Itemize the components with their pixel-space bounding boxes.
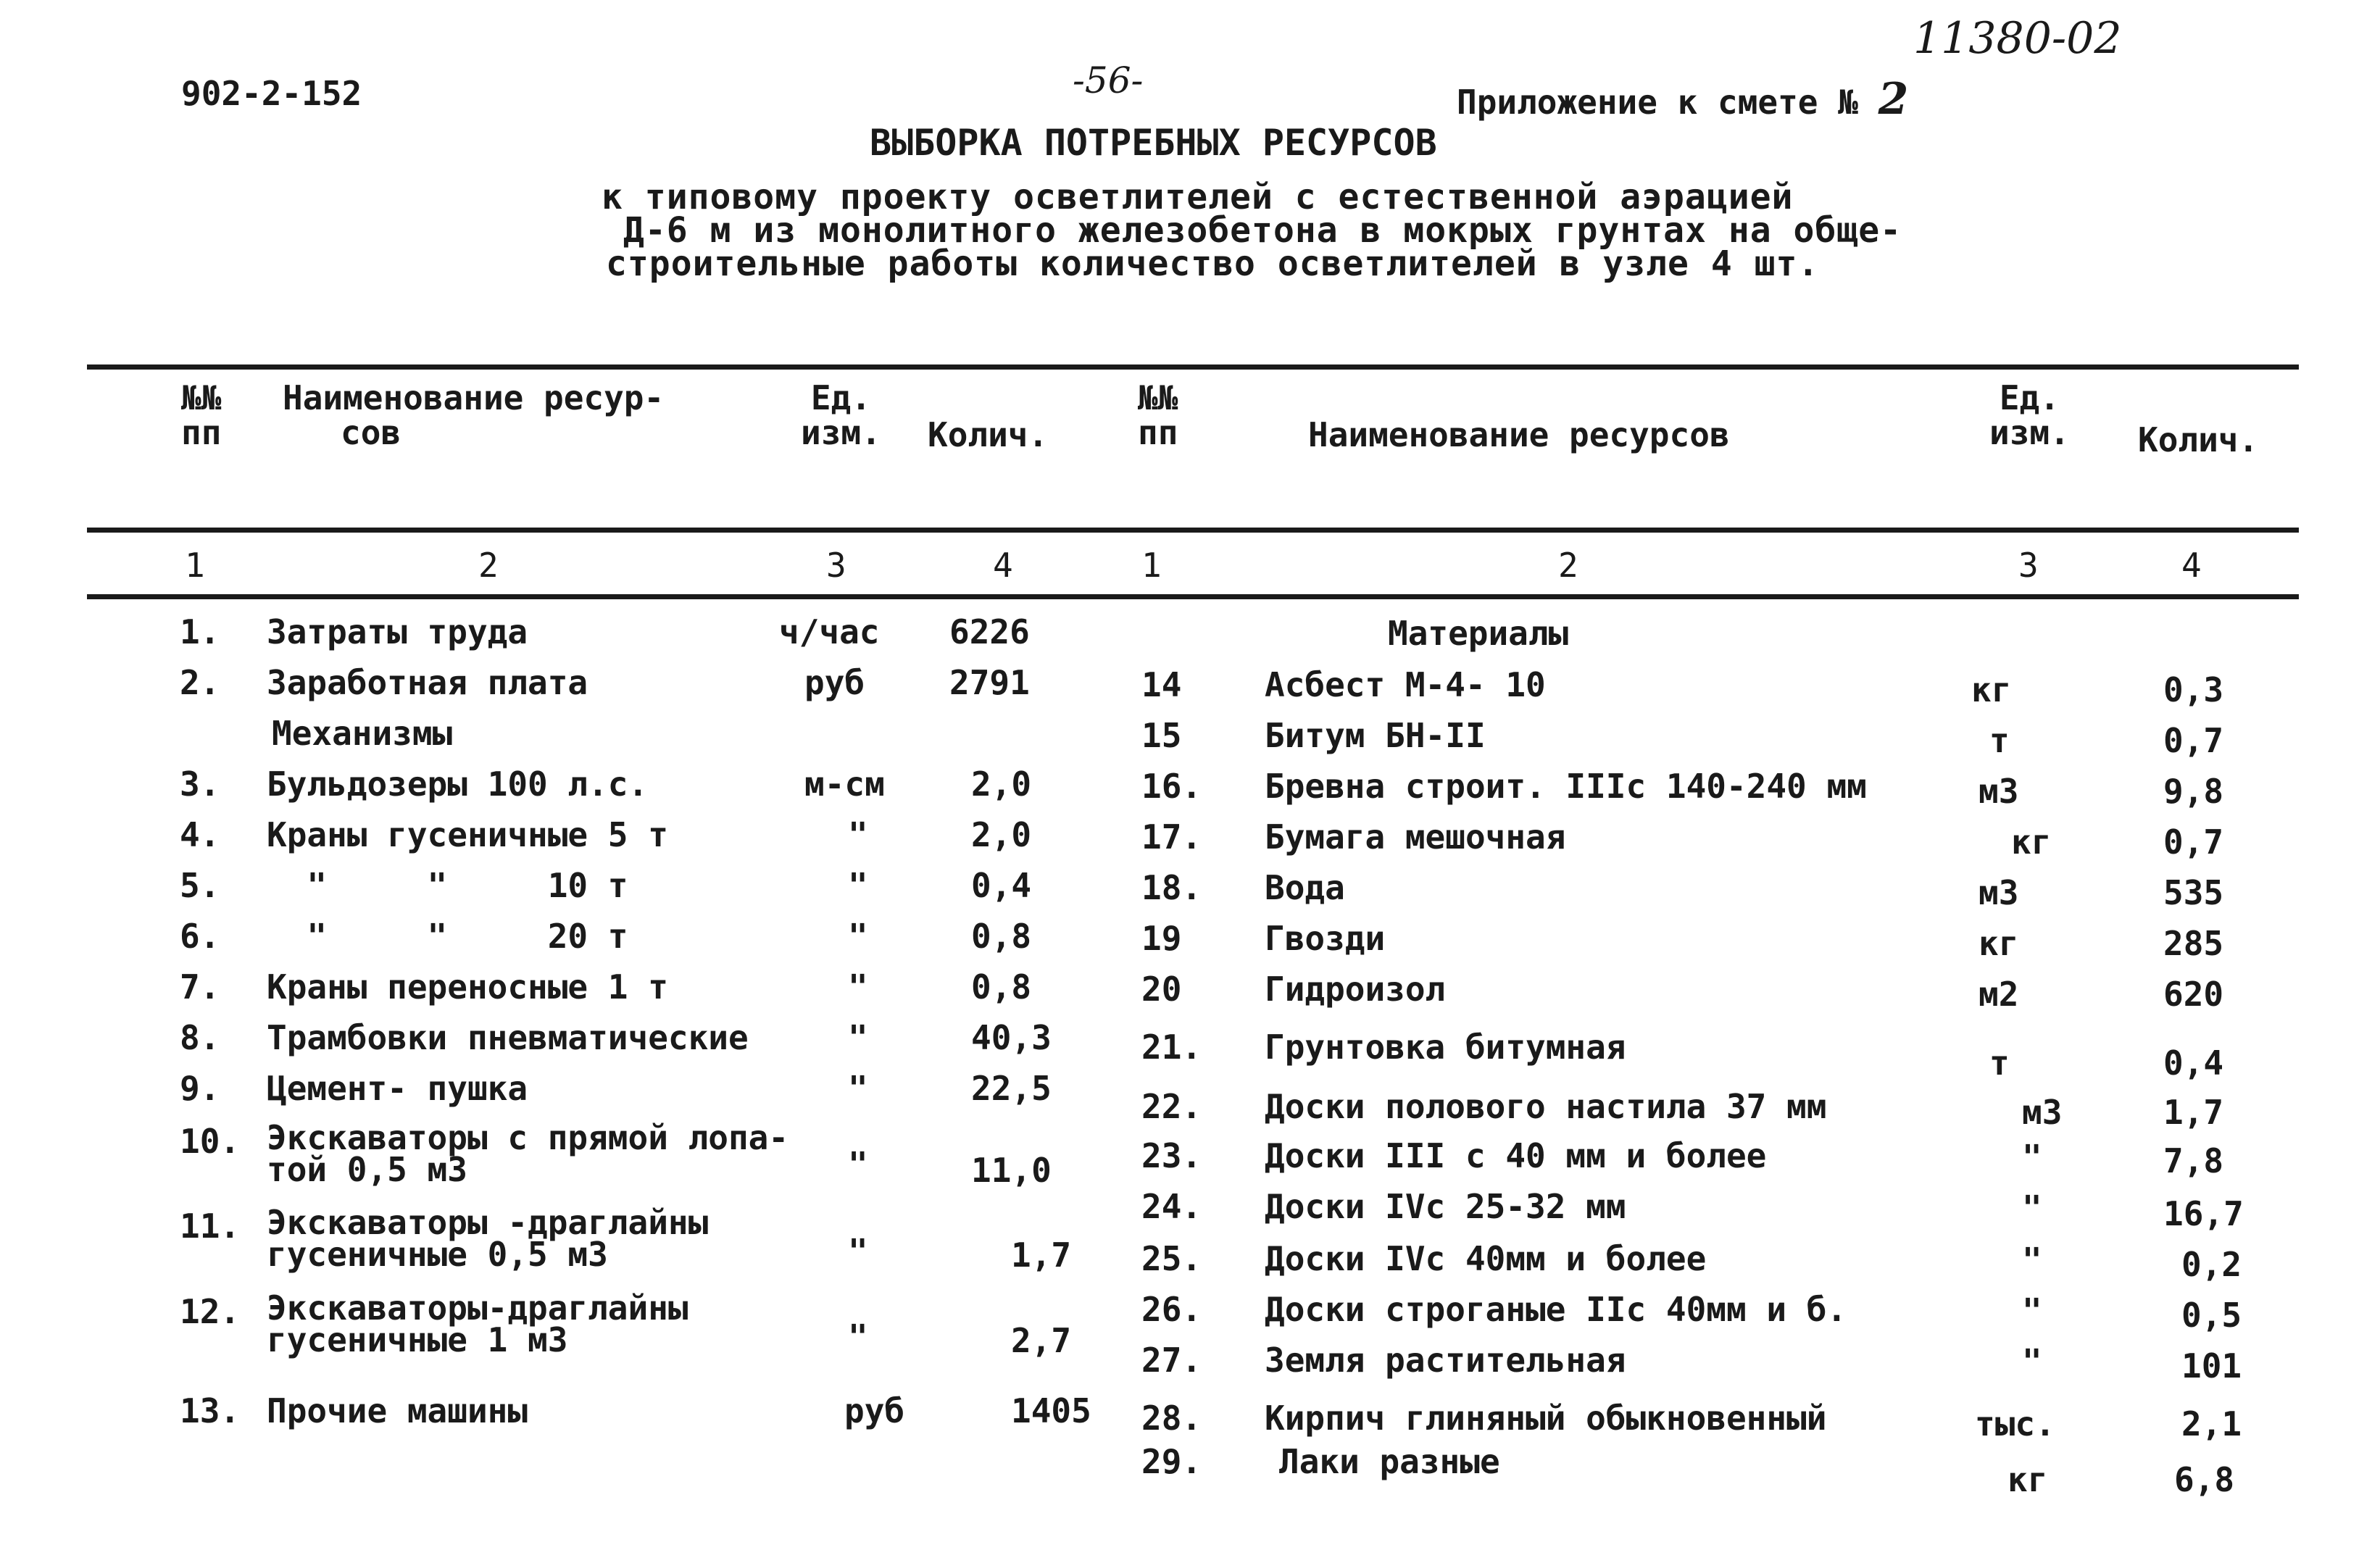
- left-header-num: №№ пп: [181, 378, 222, 452]
- right-row-unit: ": [2022, 1138, 2042, 1177]
- left-row-unit: ": [848, 1018, 868, 1057]
- left-row-name: Экскаваторы -драглайны гусеничные 0,5 м3: [267, 1203, 709, 1274]
- left-header-name: Наименование ресур- сов: [283, 378, 665, 452]
- document-code: 902-2-152: [181, 74, 362, 113]
- left-row-num: 7.: [180, 967, 220, 1007]
- right-row-name: Доски строганые IIс 40мм и б.: [1265, 1290, 1847, 1329]
- right-row-qty: 0,2: [2181, 1245, 2242, 1284]
- left-row-unit: ": [848, 1069, 868, 1108]
- right-header-qty: Колич.: [2138, 420, 2259, 459]
- right-row-name: Гидроизол: [1265, 970, 1446, 1009]
- left-row-num: 2.: [180, 663, 220, 702]
- document-title: ВЫБОРКА ПОТРЕБНЫХ РЕСУРСОВ: [870, 122, 1437, 164]
- header-bottom-rule: [87, 528, 2299, 533]
- right-row-unit: м3: [1979, 772, 2019, 811]
- right-row-num: 28.: [1141, 1399, 1202, 1438]
- right-row-qty: 535: [2163, 873, 2224, 912]
- left-row-num: 11.: [180, 1207, 241, 1246]
- left-row-unit: руб: [844, 1391, 905, 1430]
- left-row-num: 5.: [180, 866, 220, 905]
- left-row-num: 6.: [180, 917, 220, 956]
- subtitle-line-2: Д-6 м из монолитного железобетона в мокрых грунтах на обще-: [623, 210, 1902, 251]
- page-number: -56-: [1073, 59, 1144, 101]
- right-row-name: Битум БН-II: [1265, 716, 1486, 755]
- left-header-qty: Колич.: [928, 415, 1049, 454]
- left-row-unit: ч/час: [779, 612, 880, 651]
- right-row-name: Гвозди: [1265, 919, 1386, 958]
- right-row-qty: 620: [2163, 975, 2224, 1014]
- col-number: 2: [478, 546, 499, 585]
- right-row-name: Бумага мешочная: [1265, 817, 1566, 857]
- right-row-qty: 7,8: [2163, 1141, 2224, 1180]
- right-row-qty: 0,5: [2181, 1296, 2242, 1335]
- right-row-unit: кг: [2011, 822, 2052, 862]
- left-row-num: 9.: [180, 1069, 220, 1108]
- right-row-qty: 2,1: [2181, 1404, 2242, 1443]
- left-row-unit: ": [848, 815, 868, 854]
- left-row-num: 8.: [180, 1018, 220, 1057]
- right-row-qty: 0,4: [2163, 1043, 2224, 1083]
- right-row-name: Доски III с 40 мм и более: [1265, 1136, 1767, 1175]
- handwritten-id: 11380-02: [1913, 13, 2122, 64]
- right-row-num: 15: [1141, 716, 1182, 755]
- subtitle-line-1: к типовому проекту осветлителей с естественной аэрацией: [602, 177, 1794, 217]
- right-row-num: 19: [1141, 919, 1182, 958]
- left-row-qty: 0,8: [971, 967, 1032, 1007]
- left-row-num: 3.: [180, 764, 220, 804]
- left-row-qty: 11,0: [971, 1151, 1052, 1190]
- right-row-num: 22.: [1141, 1087, 1202, 1126]
- right-row-unit: т: [1989, 1043, 2010, 1083]
- left-row-unit: ": [848, 917, 868, 956]
- col-number: 4: [2181, 546, 2202, 585]
- left-row-name: Экскаваторы с прямой лопа- той 0,5 м3: [267, 1118, 789, 1189]
- right-row-qty: 101: [2181, 1346, 2242, 1386]
- right-row-unit: ": [2022, 1188, 2042, 1228]
- left-row-qty: 0,8: [971, 917, 1032, 956]
- left-row-name: Заработная плата: [267, 663, 588, 702]
- left-row-num: 1.: [180, 612, 220, 651]
- right-row-num: 23.: [1141, 1136, 1202, 1175]
- left-row-qty: 1,7: [1011, 1236, 1072, 1275]
- right-row-qty: 0,7: [2163, 822, 2224, 862]
- right-row-qty: 16,7: [2163, 1194, 2244, 1233]
- right-row-name: Доски IVс 25-32 мм: [1265, 1187, 1626, 1226]
- left-row-unit: ": [848, 1317, 868, 1357]
- appendix-label: [1457, 74, 1908, 125]
- left-row-name: Бульдозеры 100 л.с.: [267, 764, 649, 804]
- col-number: 3: [826, 546, 846, 585]
- right-row-num: 17.: [1141, 817, 1202, 857]
- right-row-unit: м2: [1979, 975, 2019, 1014]
- right-row-name: Доски IVс 40мм и более: [1265, 1239, 1707, 1278]
- left-row-name: Прочие машины: [267, 1391, 528, 1430]
- right-row-num: 21.: [1141, 1028, 1202, 1067]
- left-row-qty: 0,4: [971, 866, 1032, 905]
- right-row-qty: 0,3: [2163, 670, 2224, 709]
- left-row-unit: м-см: [804, 764, 885, 804]
- left-row-qty: 22,5: [971, 1069, 1052, 1108]
- right-row-qty: 9,8: [2163, 772, 2224, 811]
- right-row-num: 18.: [1141, 868, 1202, 907]
- right-row-name: Вода: [1265, 868, 1345, 907]
- left-header-unit: Ед. изм.: [801, 378, 881, 452]
- left-row-unit: ": [848, 866, 868, 905]
- col-number: 1: [1141, 546, 1162, 585]
- column-numbers-rule: [87, 594, 2299, 599]
- left-row-qty: 2,0: [971, 764, 1032, 804]
- left-row-name: Краны переносные 1 т: [267, 967, 668, 1007]
- left-row-qty: 2,7: [1011, 1321, 1072, 1360]
- left-row-unit: ": [848, 967, 868, 1007]
- left-row-unit: ": [848, 1145, 868, 1184]
- left-row-unit: ": [848, 1232, 868, 1271]
- appendix-number: 2: [1878, 74, 1909, 125]
- right-row-num: 27.: [1141, 1341, 1202, 1380]
- left-row-qty: 6226: [949, 612, 1030, 651]
- right-row-num: 20: [1141, 970, 1182, 1009]
- left-row-name: " " 10 т: [267, 866, 628, 905]
- right-row-unit: ": [2022, 1241, 2042, 1280]
- left-row-name: Затраты труда: [267, 612, 528, 651]
- left-row-qty: 1405: [1011, 1391, 1091, 1430]
- left-row-qty: 2,0: [971, 815, 1032, 854]
- right-section-heading: Материалы: [1388, 614, 1569, 653]
- right-row-name: Кирпич глиняный обыкновенный: [1265, 1399, 1827, 1438]
- right-row-unit: м3: [1979, 873, 2019, 912]
- left-row-num: 10.: [180, 1122, 241, 1161]
- left-row-num: 4.: [180, 815, 220, 854]
- right-row-unit: кг: [1979, 924, 2019, 963]
- col-number: 2: [1558, 546, 1578, 585]
- right-row-name: Доски полового настила 37 мм: [1265, 1087, 1827, 1126]
- col-number: 4: [993, 546, 1013, 585]
- left-row-name: " " 20 т: [267, 917, 628, 956]
- right-row-num: 26.: [1141, 1290, 1202, 1329]
- right-row-unit: ": [2022, 1291, 2042, 1330]
- right-header-name: Наименование ресурсов: [1308, 415, 1730, 454]
- right-row-qty: 285: [2163, 924, 2224, 963]
- appendix-text: Приложение к смете №: [1457, 83, 1858, 122]
- right-row-unit: тыс.: [1975, 1404, 2055, 1443]
- table-top-rule: [87, 364, 2299, 370]
- right-row-num: 14: [1141, 665, 1182, 704]
- right-row-num: 25.: [1141, 1239, 1202, 1278]
- left-row-name: Трамбовки пневматические: [267, 1018, 749, 1057]
- right-row-unit: кг: [1971, 670, 2012, 709]
- right-row-qty: 0,7: [2163, 721, 2224, 760]
- left-row-name: Цемент- пушка: [267, 1069, 528, 1108]
- right-row-num: 29.: [1141, 1442, 1202, 1481]
- left-row-num: 12.: [180, 1292, 241, 1331]
- right-row-name: Земля растительная: [1265, 1341, 1626, 1380]
- right-row-unit: м3: [2022, 1093, 2063, 1132]
- right-row-unit: т: [1989, 721, 2010, 760]
- left-section-heading: Механизмы: [272, 714, 453, 753]
- right-row-qty: 1,7: [2163, 1093, 2224, 1132]
- left-row-qty: 40,3: [971, 1018, 1052, 1057]
- col-number: 1: [185, 546, 205, 585]
- right-header-unit: Ед. изм.: [1989, 378, 2070, 452]
- left-row-name: Краны гусеничные 5 т: [267, 815, 668, 854]
- left-row-name: Экскаваторы-драглайны гусеничные 1 м3: [267, 1288, 688, 1359]
- right-row-name: Лаки разные: [1279, 1442, 1500, 1481]
- right-header-num: №№ пп: [1138, 378, 1178, 452]
- right-row-unit: кг: [2007, 1460, 2048, 1499]
- right-row-num: 24.: [1141, 1187, 1202, 1226]
- left-row-unit: руб: [804, 663, 865, 702]
- left-row-num: 13.: [180, 1391, 241, 1430]
- right-row-name: Грунтовка битумная: [1265, 1028, 1626, 1067]
- left-row-qty: 2791: [949, 663, 1030, 702]
- right-row-qty: 6,8: [2174, 1460, 2235, 1499]
- right-row-unit: ": [2022, 1342, 2042, 1381]
- subtitle-line-3: строительные работы количество осветлителей в узле 4 шт.: [606, 243, 1820, 284]
- right-row-name: Бревна строит. IIIс 140-240 мм: [1265, 767, 1867, 806]
- right-row-num: 16.: [1141, 767, 1202, 806]
- right-row-name: Асбест М-4- 10: [1265, 665, 1546, 704]
- col-number: 3: [2018, 546, 2039, 585]
